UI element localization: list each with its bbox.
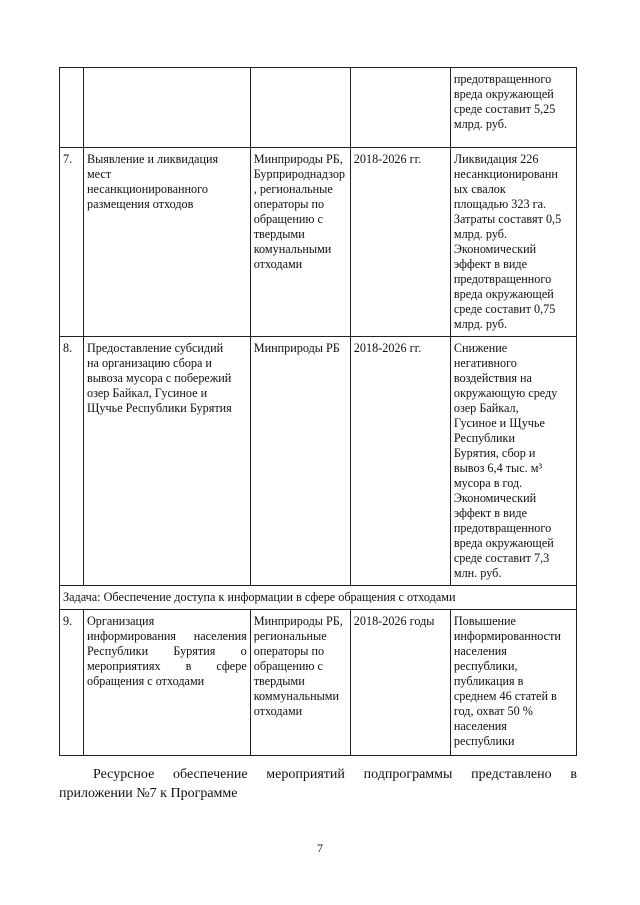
text-line: отходами <box>253 257 303 271</box>
expected-result <box>450 148 576 337</box>
text-line: вреда окружающей <box>453 536 554 550</box>
text-line: твердыми <box>253 674 305 688</box>
executor <box>250 337 350 586</box>
text-line: воздействия на <box>453 371 532 385</box>
text-line: комунальными <box>253 242 332 256</box>
text-line: Минприроды РБ <box>253 341 340 355</box>
text-line: Затраты составят 0,5 <box>453 212 562 226</box>
text-line: размещения отходов <box>86 197 194 211</box>
text-line: Повышение <box>453 614 516 628</box>
text-line: , региональные <box>253 182 333 196</box>
task-row <box>60 586 577 610</box>
executor <box>250 148 350 337</box>
text-line: эффект в виде <box>453 506 527 520</box>
row-number: 8. <box>60 337 84 586</box>
text-line: озер Байкал, Гусиное и <box>86 386 208 400</box>
table-row <box>60 610 577 756</box>
resource-paragraph <box>59 765 577 803</box>
text-line: мест <box>86 167 112 181</box>
text-line: предотвращенного <box>453 521 552 535</box>
text-line: населения <box>453 644 507 658</box>
period: 2018-2026 гг. <box>350 148 450 337</box>
measure-name <box>83 337 250 586</box>
text-line: вывоза мусора с побережий <box>86 371 232 385</box>
text-line: среднем 46 статей в <box>453 689 557 703</box>
text-line: Минприроды РБ, <box>253 152 343 166</box>
text-line: Бурприроднадзор <box>253 167 346 181</box>
table-row <box>60 337 577 586</box>
text-line: среде составит 5,25 <box>453 102 556 116</box>
text-line: Минприроды РБ, <box>253 614 343 628</box>
text-line: среде составит 0,75 <box>453 302 556 316</box>
text-line: публикация в <box>453 674 524 688</box>
text-line: несанкционированного <box>86 182 208 196</box>
text-line: млрд. руб. <box>453 317 507 331</box>
text-line: обращению с <box>253 212 323 226</box>
task-heading: Задача: Обеспечение доступа к информации в сфере обращения с отходами <box>60 586 577 610</box>
text-line: год, охват 50 % <box>453 704 533 718</box>
expected-result <box>450 337 576 586</box>
text-line: вывоз 6,4 тыс. м³ <box>453 461 543 475</box>
table-row <box>60 68 577 148</box>
text-line: информирования населения <box>86 629 247 643</box>
text-line: коммунальными <box>253 689 340 703</box>
text-line: операторы по <box>253 197 325 211</box>
text-line: площадью 323 га. <box>453 197 547 211</box>
measures-table <box>59 67 577 756</box>
row-number: 9. <box>60 610 84 756</box>
text-line: обращению с <box>253 659 323 673</box>
text-line: Республики <box>453 431 515 445</box>
text-line: на организацию сбора и <box>86 356 212 370</box>
row-number <box>60 68 84 148</box>
table-row <box>60 148 577 337</box>
text-line: Предоставление субсидий <box>86 341 224 355</box>
text-line: Организация <box>86 614 155 628</box>
text-line: операторы по <box>253 644 325 658</box>
text-line: мероприятиях в сфере <box>86 659 247 673</box>
text-line: окружающую среду <box>453 386 558 400</box>
text-line: вреда окружающей <box>453 87 554 101</box>
expected-result <box>450 610 576 756</box>
period <box>350 68 450 148</box>
text-line: предотвращенного <box>453 272 552 286</box>
text-line: негативного <box>453 356 517 370</box>
text-line: Гусиное и Щучье <box>453 416 545 430</box>
text-line: Экономический <box>453 242 537 256</box>
text-line: среде составит 7,3 <box>453 551 550 565</box>
period: 2018-2026 годы <box>350 610 450 756</box>
text-line: эффект в виде <box>453 257 527 271</box>
measure-name <box>83 148 250 337</box>
text-line: несанкционированн <box>453 167 558 181</box>
measure-name <box>83 610 250 756</box>
text-line: Ликвидация 226 <box>453 152 539 166</box>
text-line: предотвращенного <box>453 72 552 86</box>
text-line: ых свалок <box>453 182 506 196</box>
text-line: республики <box>453 734 515 748</box>
text-line: млрд. руб. <box>453 227 507 241</box>
page-number: 7 <box>317 841 323 855</box>
text-line: Бурятия, сбор и <box>453 446 536 460</box>
text-line: Экономический <box>453 491 537 505</box>
text-line: населения <box>453 719 507 733</box>
text-line: Выявление и ликвидация <box>86 152 219 166</box>
text-line: млн. руб. <box>453 566 502 580</box>
text-line: Республики Бурятия о <box>86 644 247 658</box>
measure-name <box>83 68 250 148</box>
text-line: вреда окружающей <box>453 287 554 301</box>
text-line: региональные <box>253 629 327 643</box>
executor <box>250 610 350 756</box>
text-line: обращения с отходами <box>86 674 205 688</box>
paragraph-line: приложении №7 к Программе <box>59 786 238 801</box>
text-line: республики, <box>453 659 518 673</box>
text-line: мусора в год. <box>453 476 523 490</box>
text-line: млрд. руб. <box>453 117 507 131</box>
row-number: 7. <box>60 148 84 337</box>
text-line: озер Байкал, <box>453 401 519 415</box>
executor <box>250 68 350 148</box>
paragraph-line: Ресурсное обеспечение мероприятий подпрограммы представлено в <box>93 767 577 782</box>
text-line: информированности <box>453 629 561 643</box>
period: 2018-2026 гг. <box>350 337 450 586</box>
text-line: Щучье Республики Бурятия <box>86 401 232 415</box>
text-line: твердыми <box>253 227 305 241</box>
expected-result <box>450 68 576 148</box>
text-line: Снижение <box>453 341 508 355</box>
text-line: отходами <box>253 704 303 718</box>
